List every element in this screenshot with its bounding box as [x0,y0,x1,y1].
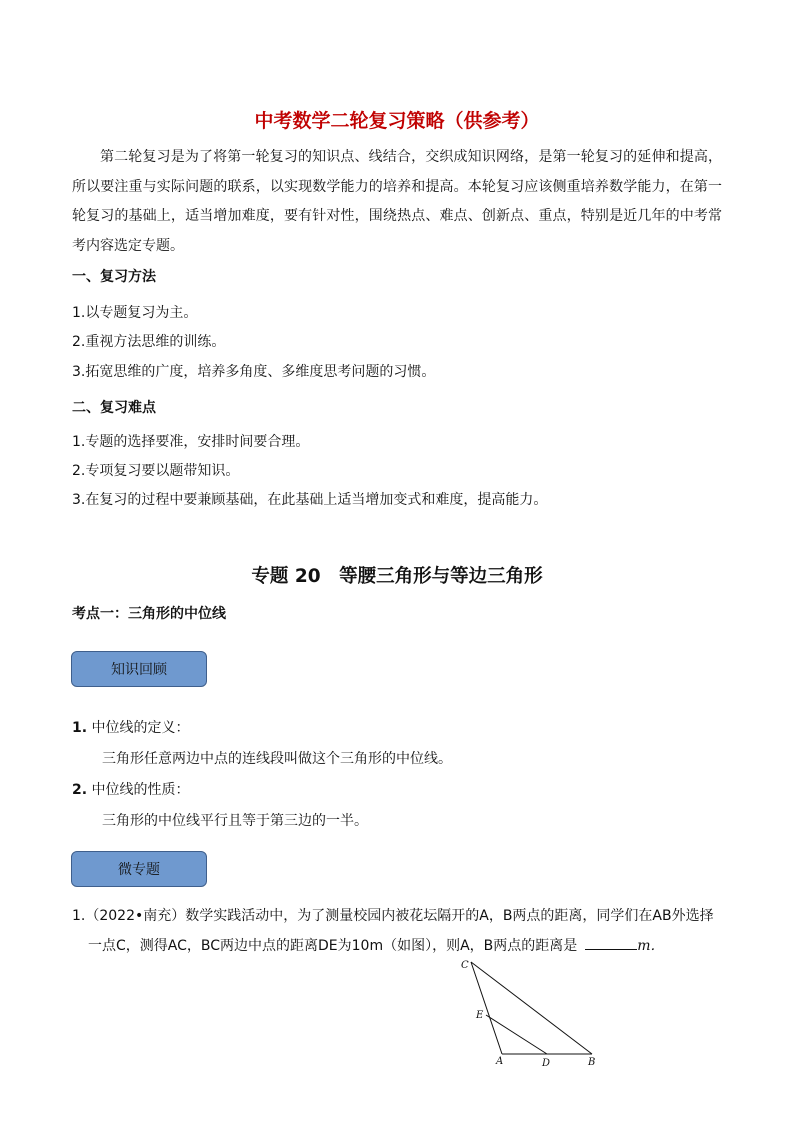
intro-paragraph: 第二轮复习是为了将第一轮复习的知识点、线结合，交织成知识网络，是第一轮复习的延伸和提高，所以要注重与实际问题的联系，以实现数学能力的培养和提高。本轮复习应该侧重培养数学能力，在第一轮复习的基础上，适当增加难度，要有针对性，围绕热点、难点、创新点、重点，特别是近几年的中考常考内容选定专题。 [72,149,722,254]
label-c: C [461,960,469,971]
topic-title: 专题 20 等腰三角形与等边三角形 [251,566,543,587]
property-text: 三角形的中位线平行且等于第三边的一半。 [102,813,368,829]
section2-heading: 二、复习难点 [72,400,156,416]
section1-item: 2.重视方法思维的训练。 [72,334,226,350]
question-line-2 [88,935,728,955]
question-line-1: 1.（2022•南充）数学实践活动中，为了测量校园内被花坛隔开的A，B两点的距离，同学们在AB外选择 [72,908,714,924]
definition-text: 三角形任意两边中点的连线段叫做这个三角形的中位线。 [102,751,452,767]
question-text: 一点C，测得AC，BC两边中点的距离DE为10m（如图），则A，B两点的距离是 [88,938,578,954]
property-heading [72,779,190,799]
answer-unit: m． [637,938,665,954]
section2-item: 2.专项复习要以题带知识。 [72,463,240,479]
section1-item: 1.以专题复习为主。 [72,305,198,321]
label-e: E [476,1010,484,1021]
section2-item: 3.在复习的过程中要兼顾基础，在此基础上适当增加变式和难度，提高能力。 [72,492,548,508]
section1-item: 3.拓宽思维的广度，培养多角度、多维度思考问题的习惯。 [72,364,436,380]
label-a: A [496,1056,504,1067]
micro-topic-box [71,851,207,887]
label-d: D [542,1058,551,1069]
property-number: 2. [72,782,88,798]
section1-heading: 一、复习方法 [72,269,156,285]
side-ac [471,962,502,1054]
answer-blank[interactable] [585,935,637,950]
page-title: 中考数学二轮复习策略（供参考） [254,110,540,132]
knowledge-review-box [71,651,207,687]
knowledge-review-label: 知识回顾 [111,662,167,678]
kaodian-heading: 考点一：三角形的中位线 [72,606,226,622]
label-b: B [588,1057,596,1068]
property-title: 中位线的性质： [91,782,190,798]
side-bc [471,962,592,1054]
definition-number: 1. [72,720,88,736]
definition-heading [72,717,190,737]
section2-item: 1.专题的选择要准，安排时间要合理。 [72,434,310,450]
definition-title: 中位线的定义： [91,720,190,736]
micro-topic-label: 微专题 [118,862,160,878]
triangle-figure [450,952,610,1072]
